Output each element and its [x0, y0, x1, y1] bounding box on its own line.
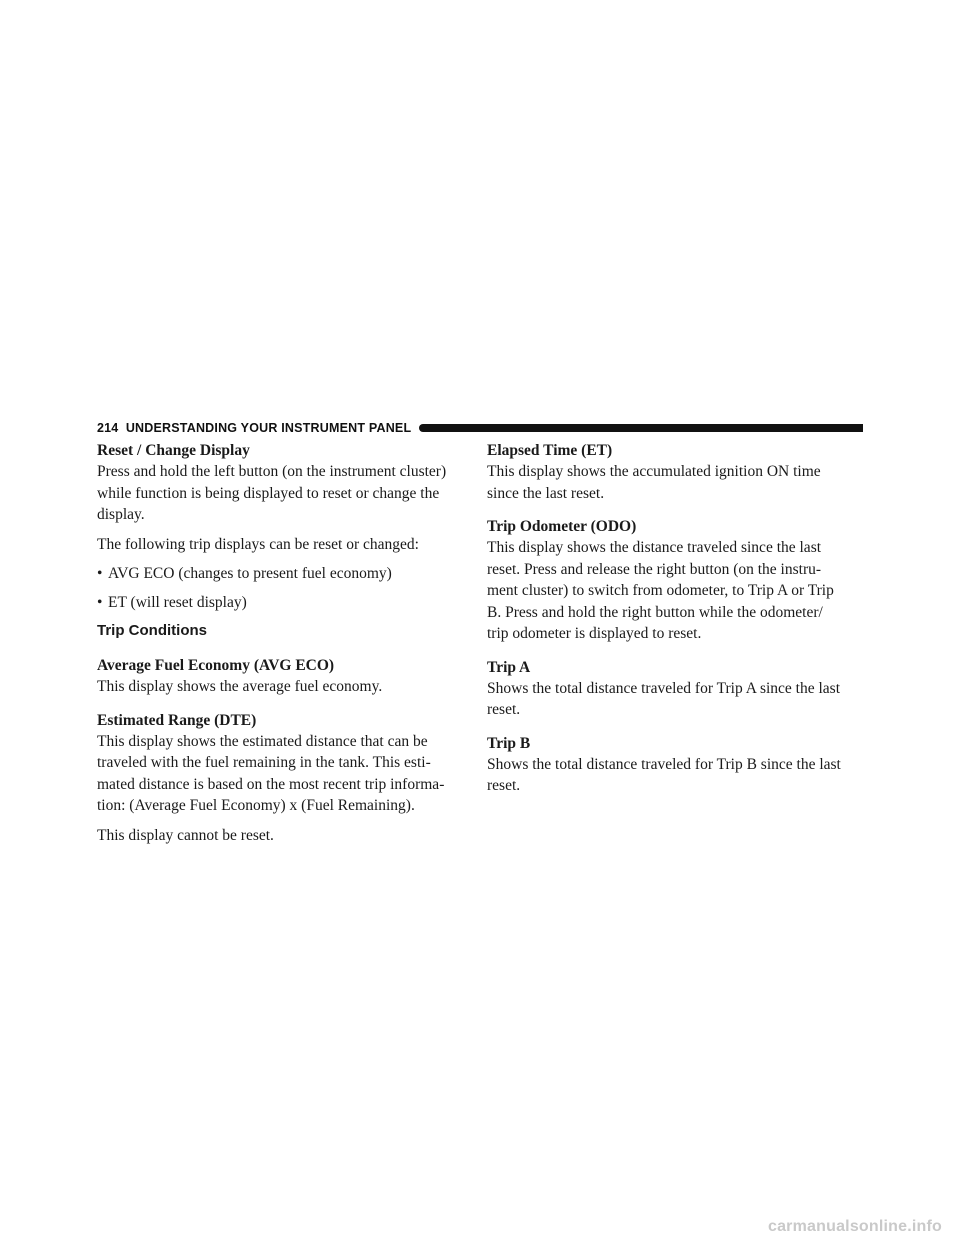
left-column: [97, 440, 474, 846]
odo-heading: Trip Odometer (ODO): [487, 518, 637, 535]
odo-line-4: B. Press and hold the right button while the odometer/: [487, 603, 823, 621]
odo-paragraph: [487, 537, 863, 645]
trip-b-paragraph: [487, 754, 863, 797]
page-number: 214: [97, 421, 119, 435]
list-item: [97, 563, 474, 584]
bullet-icon: •: [97, 594, 103, 611]
odo-line-1: This display shows the distance traveled since the last: [487, 539, 822, 556]
list-item: [97, 592, 474, 613]
header-rule: [419, 424, 863, 432]
et-heading: Elapsed Time (ET): [487, 442, 613, 459]
dte-line-2: traveled with the fuel remaining in the tank. This esti-: [97, 754, 431, 771]
avg-eco-paragraph: This display shows the average fuel economy.: [97, 678, 383, 695]
dte-heading: Estimated Range (DTE): [97, 711, 257, 729]
reset-line-3: display.: [97, 506, 145, 523]
trip-b-heading: Trip B: [487, 734, 531, 752]
section-title: UNDERSTANDING YOUR INSTRUMENT PANEL: [125, 421, 412, 435]
right-column: [487, 440, 863, 797]
trip-a-line-2: reset.: [487, 701, 521, 718]
dte-no-reset: This display cannot be reset.: [97, 826, 274, 844]
bullet-icon: •: [97, 565, 103, 582]
list-item-text: AVG ECO (changes to present fuel economy): [108, 565, 392, 582]
et-line-1: This display shows the accumulated ignition ON time: [487, 463, 821, 480]
et-paragraph: [487, 461, 863, 504]
odo-line-2: reset. Press and release the right button (on the instru-: [487, 560, 822, 578]
reset-heading: Reset / Change Display: [97, 442, 250, 459]
reset-list-intro: The following trip displays can be reset or changed:: [97, 535, 419, 553]
reset-paragraph: [97, 461, 474, 526]
odo-line-3: ment cluster) to switch from odometer, to Trip A or Trip: [487, 582, 834, 599]
trip-a-paragraph: [487, 678, 863, 721]
reset-line-1: Press and hold the left button (on the instrument cluster): [97, 463, 447, 480]
dte-line-3: mated distance is based on the most recent trip informa-: [97, 775, 445, 793]
odo-line-5: trip odometer is displayed to reset.: [487, 625, 702, 642]
reset-line-2: while function is being displayed to reset or change the: [97, 484, 440, 502]
page-header-text: [97, 421, 411, 435]
trip-b-line-2: reset.: [487, 777, 521, 794]
dte-line-4: tion: (Average Fuel Economy) x (Fuel Remaining).: [97, 797, 415, 814]
trip-conditions-heading: Trip Conditions: [97, 622, 207, 639]
dte-paragraph: [97, 731, 474, 817]
watermark: carmanualsonline.info: [767, 1218, 942, 1235]
trip-a-heading: Trip A: [487, 658, 531, 676]
trip-b-line-1: Shows the total distance traveled for Trip B since the last: [487, 755, 841, 773]
trip-a-line-1: Shows the total distance traveled for Trip A since the last: [487, 679, 841, 697]
dte-line-1: This display shows the estimated distance that can be: [97, 732, 428, 750]
page-header: [97, 418, 863, 438]
list-item-text: ET (will reset display): [108, 594, 247, 611]
et-line-2: since the last reset.: [487, 484, 605, 502]
avg-eco-heading: Average Fuel Economy (AVG ECO): [97, 657, 335, 674]
